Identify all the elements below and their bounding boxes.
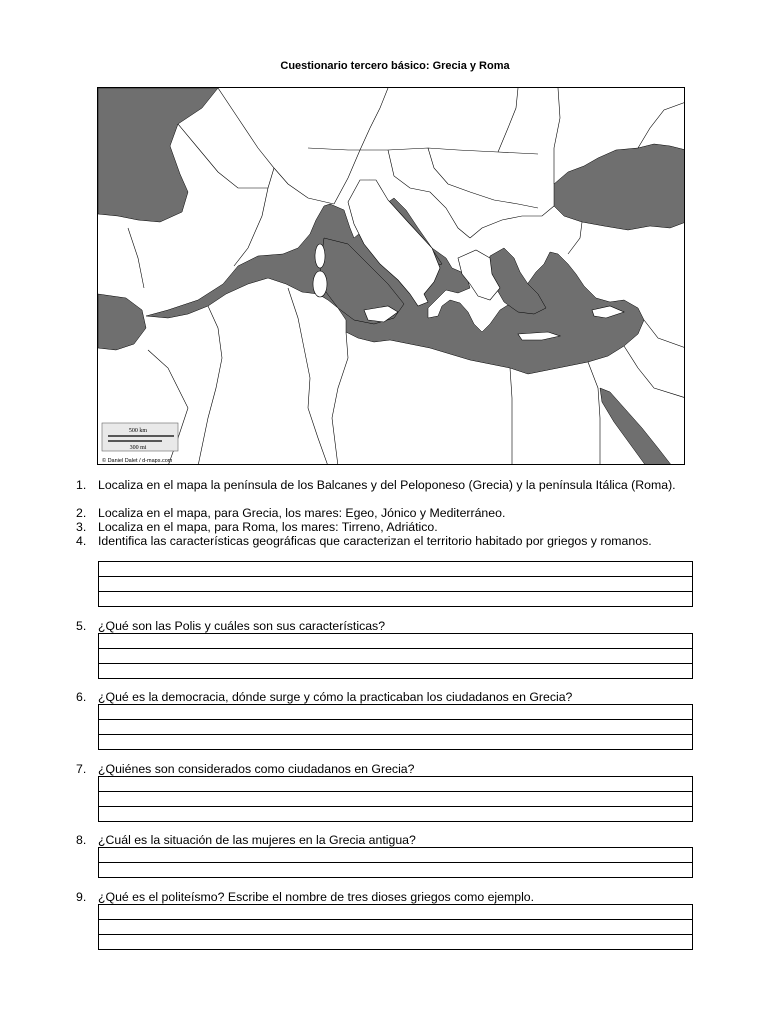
page-title: Cuestionario tercero básico: Grecia y Roma	[280, 60, 510, 72]
mediterranean-map	[97, 87, 685, 465]
scale-bar	[102, 423, 178, 464]
answer-box-6[interactable]	[98, 704, 693, 750]
question-text: Identifica las características geográficas que caracterizan el territorio habitado por griegos y romanos.	[98, 534, 652, 548]
question-number: 8.	[76, 833, 87, 847]
question-number: 3.	[76, 520, 87, 534]
question-text: Localiza en el mapa, para Roma, los mares: Tirreno, Adriático.	[98, 520, 438, 534]
question-text: Localiza en el mapa la península de los Balcanes y del Peloponeso (Grecia) y la península Itálica (Roma).	[98, 478, 676, 492]
question-text: ¿Quiénes son considerados como ciudadanos en Grecia?	[98, 762, 415, 776]
question-number: 6.	[76, 690, 87, 704]
svg-text:300 mi: 300 mi	[129, 445, 147, 451]
question-text: Localiza en el mapa, para Grecia, los mares: Egeo, Jónico y Mediterráneo.	[98, 506, 506, 520]
answer-box-4[interactable]	[98, 561, 693, 607]
question-number: 2.	[76, 506, 87, 520]
question-number: 7.	[76, 762, 87, 776]
question-number: 1.	[76, 478, 87, 492]
answer-box-7[interactable]	[98, 776, 693, 822]
answer-box-9[interactable]	[98, 904, 693, 950]
svg-text:© Daniel Dalet / d-maps.com: © Daniel Dalet / d-maps.com	[102, 458, 173, 464]
answer-box-8[interactable]	[98, 847, 693, 878]
svg-text:500 km: 500 km	[128, 428, 148, 434]
question-text: ¿Qué son las Polis y cuáles son sus características?	[98, 619, 386, 633]
question-text: ¿Qué es la democracia, dónde surge y cómo la practicaban los ciudadanos en Grecia?	[98, 690, 573, 704]
question-text: ¿Qué es el politeísmo? Escribe el nombre de tres dioses griegos como ejemplo.	[98, 890, 535, 904]
answer-box-5[interactable]	[98, 633, 693, 679]
question-number: 4.	[76, 534, 87, 548]
question-number: 5.	[76, 619, 87, 633]
question-text: ¿Cuál es la situación de las mujeres en la Grecia antigua?	[98, 833, 416, 847]
question-number: 9.	[76, 890, 87, 904]
